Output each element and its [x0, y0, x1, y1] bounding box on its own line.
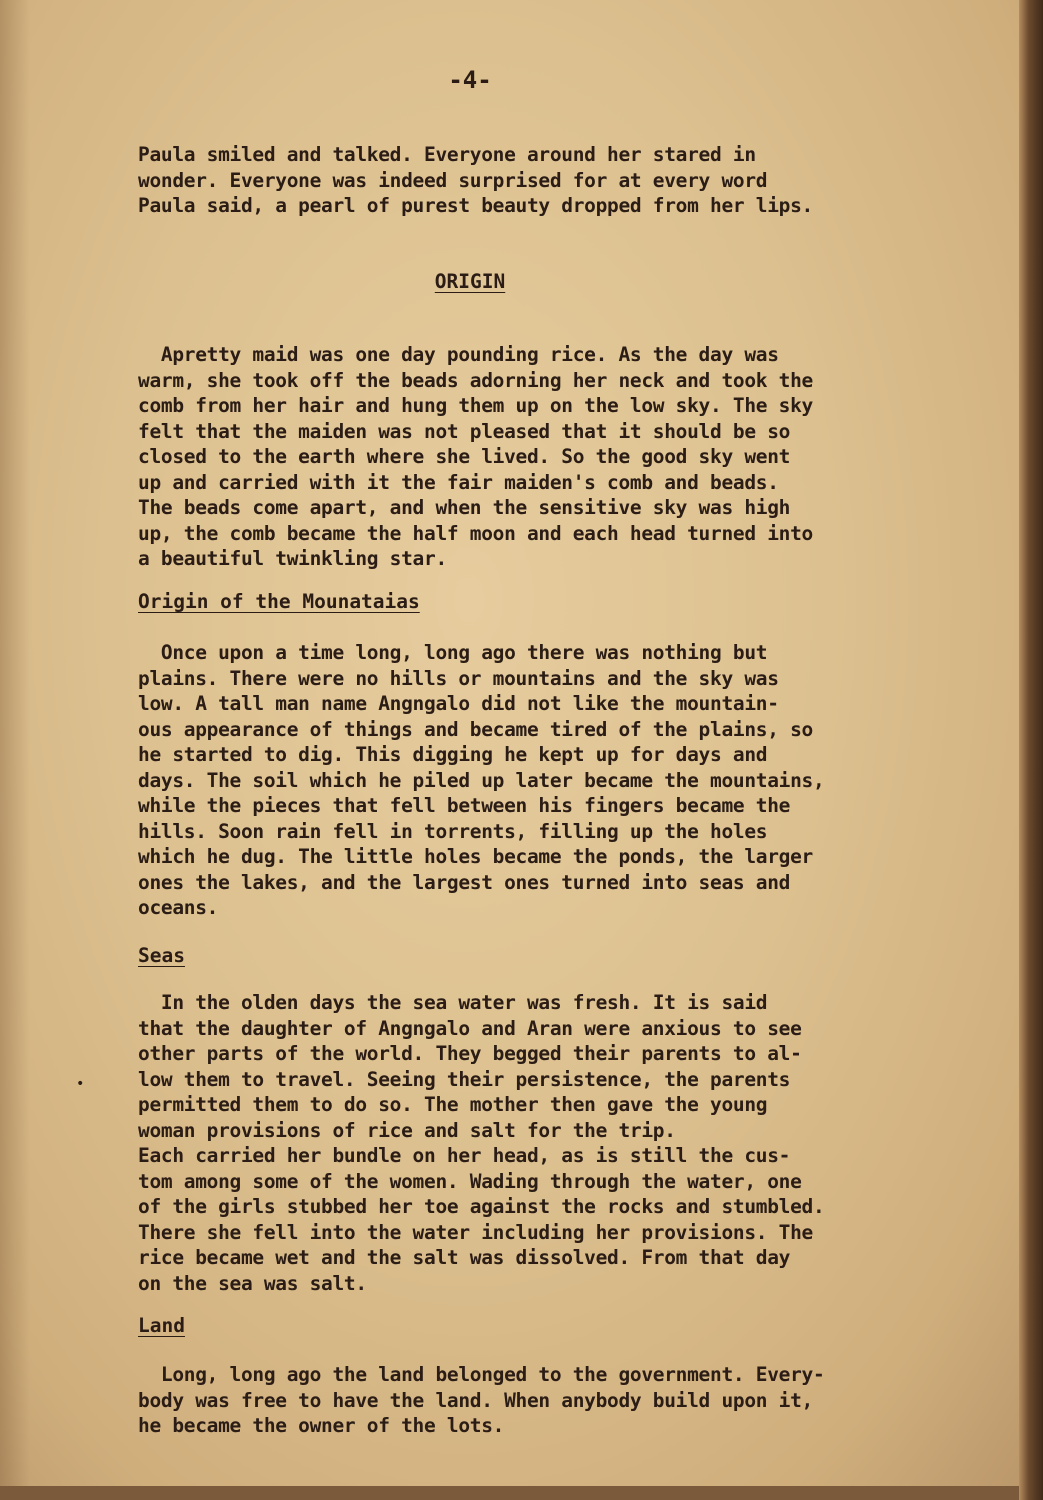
paragraph-land: Long, long ago the land belonged to the government. Every- body was free to have the land. When anybody build upon it, he became the owner of the lots. [138, 1363, 825, 1437]
margin-dot: • [76, 1076, 85, 1092]
paragraph-origin: Apretty maid was one day pounding rice. As the day was warm, she took off the beads adorning her neck and took the comb from her hair and hung them up on the low sky. The sky felt that the maiden was not pleased that it should be so closed to the earth where she lived. So the good sky went up and carried with it the fair maiden's comb and beads. The beads come apart, and when the sensitive sky was high up, the comb became the half moon and each head turned into a beautiful twinkling star. [138, 343, 813, 570]
page-edge-shadow [0, 0, 30, 1500]
heading-seas: Seas [138, 944, 185, 967]
paragraph-seas: In the olden days the sea water was fresh. It is said that the daughter of Angngalo and Aran were anxious to see other parts of the world. They begged their parents to al- low them to travel. Seeing their persistence, the parents permitted them to do so. The mother then gave the young woman provisions of rice and salt for the trip. Each carried her bundle on her head, as is still the cus- tom among some of the women. Wading through the water, one of the girls stubbed her toe against the rocks and stumbled. There she fell into the water including her provisions. The rice became wet and the salt was dissolved. From that day on the sea was salt. [138, 991, 825, 1295]
page-bottom-edge [0, 1486, 1019, 1500]
page-number: -4- [448, 66, 492, 94]
heading-origin-of-mountains: Origin of the Mounataias [138, 590, 420, 613]
heading-land: Land [138, 1314, 185, 1337]
book-spine [1019, 0, 1043, 1500]
heading-origin: ORIGIN [434, 270, 506, 293]
intro-paragraph: Paula smiled and talked. Everyone around her stared in wonder. Everyone was indeed surprised for at every word Paula said, a pearl of purest beauty dropped from her lips. [138, 143, 813, 217]
paragraph-origin-of-mountains: Once upon a time long, long ago there was nothing but plains. There were no hills or mountains and the sky was low. A tall man name Angngalo did not like the mountain- ous appearance of things and became tired of the plains, so he started to dig. This digging he kept up for days and days. The soil which he piled up later became the mountains, while the pieces that fell between his fingers became the hills. Soon rain fell in torrents, filling up the holes which he dug. The little holes became the ponds, the larger ones the lakes, and the largest ones turned into seas and oceans. [138, 641, 825, 919]
